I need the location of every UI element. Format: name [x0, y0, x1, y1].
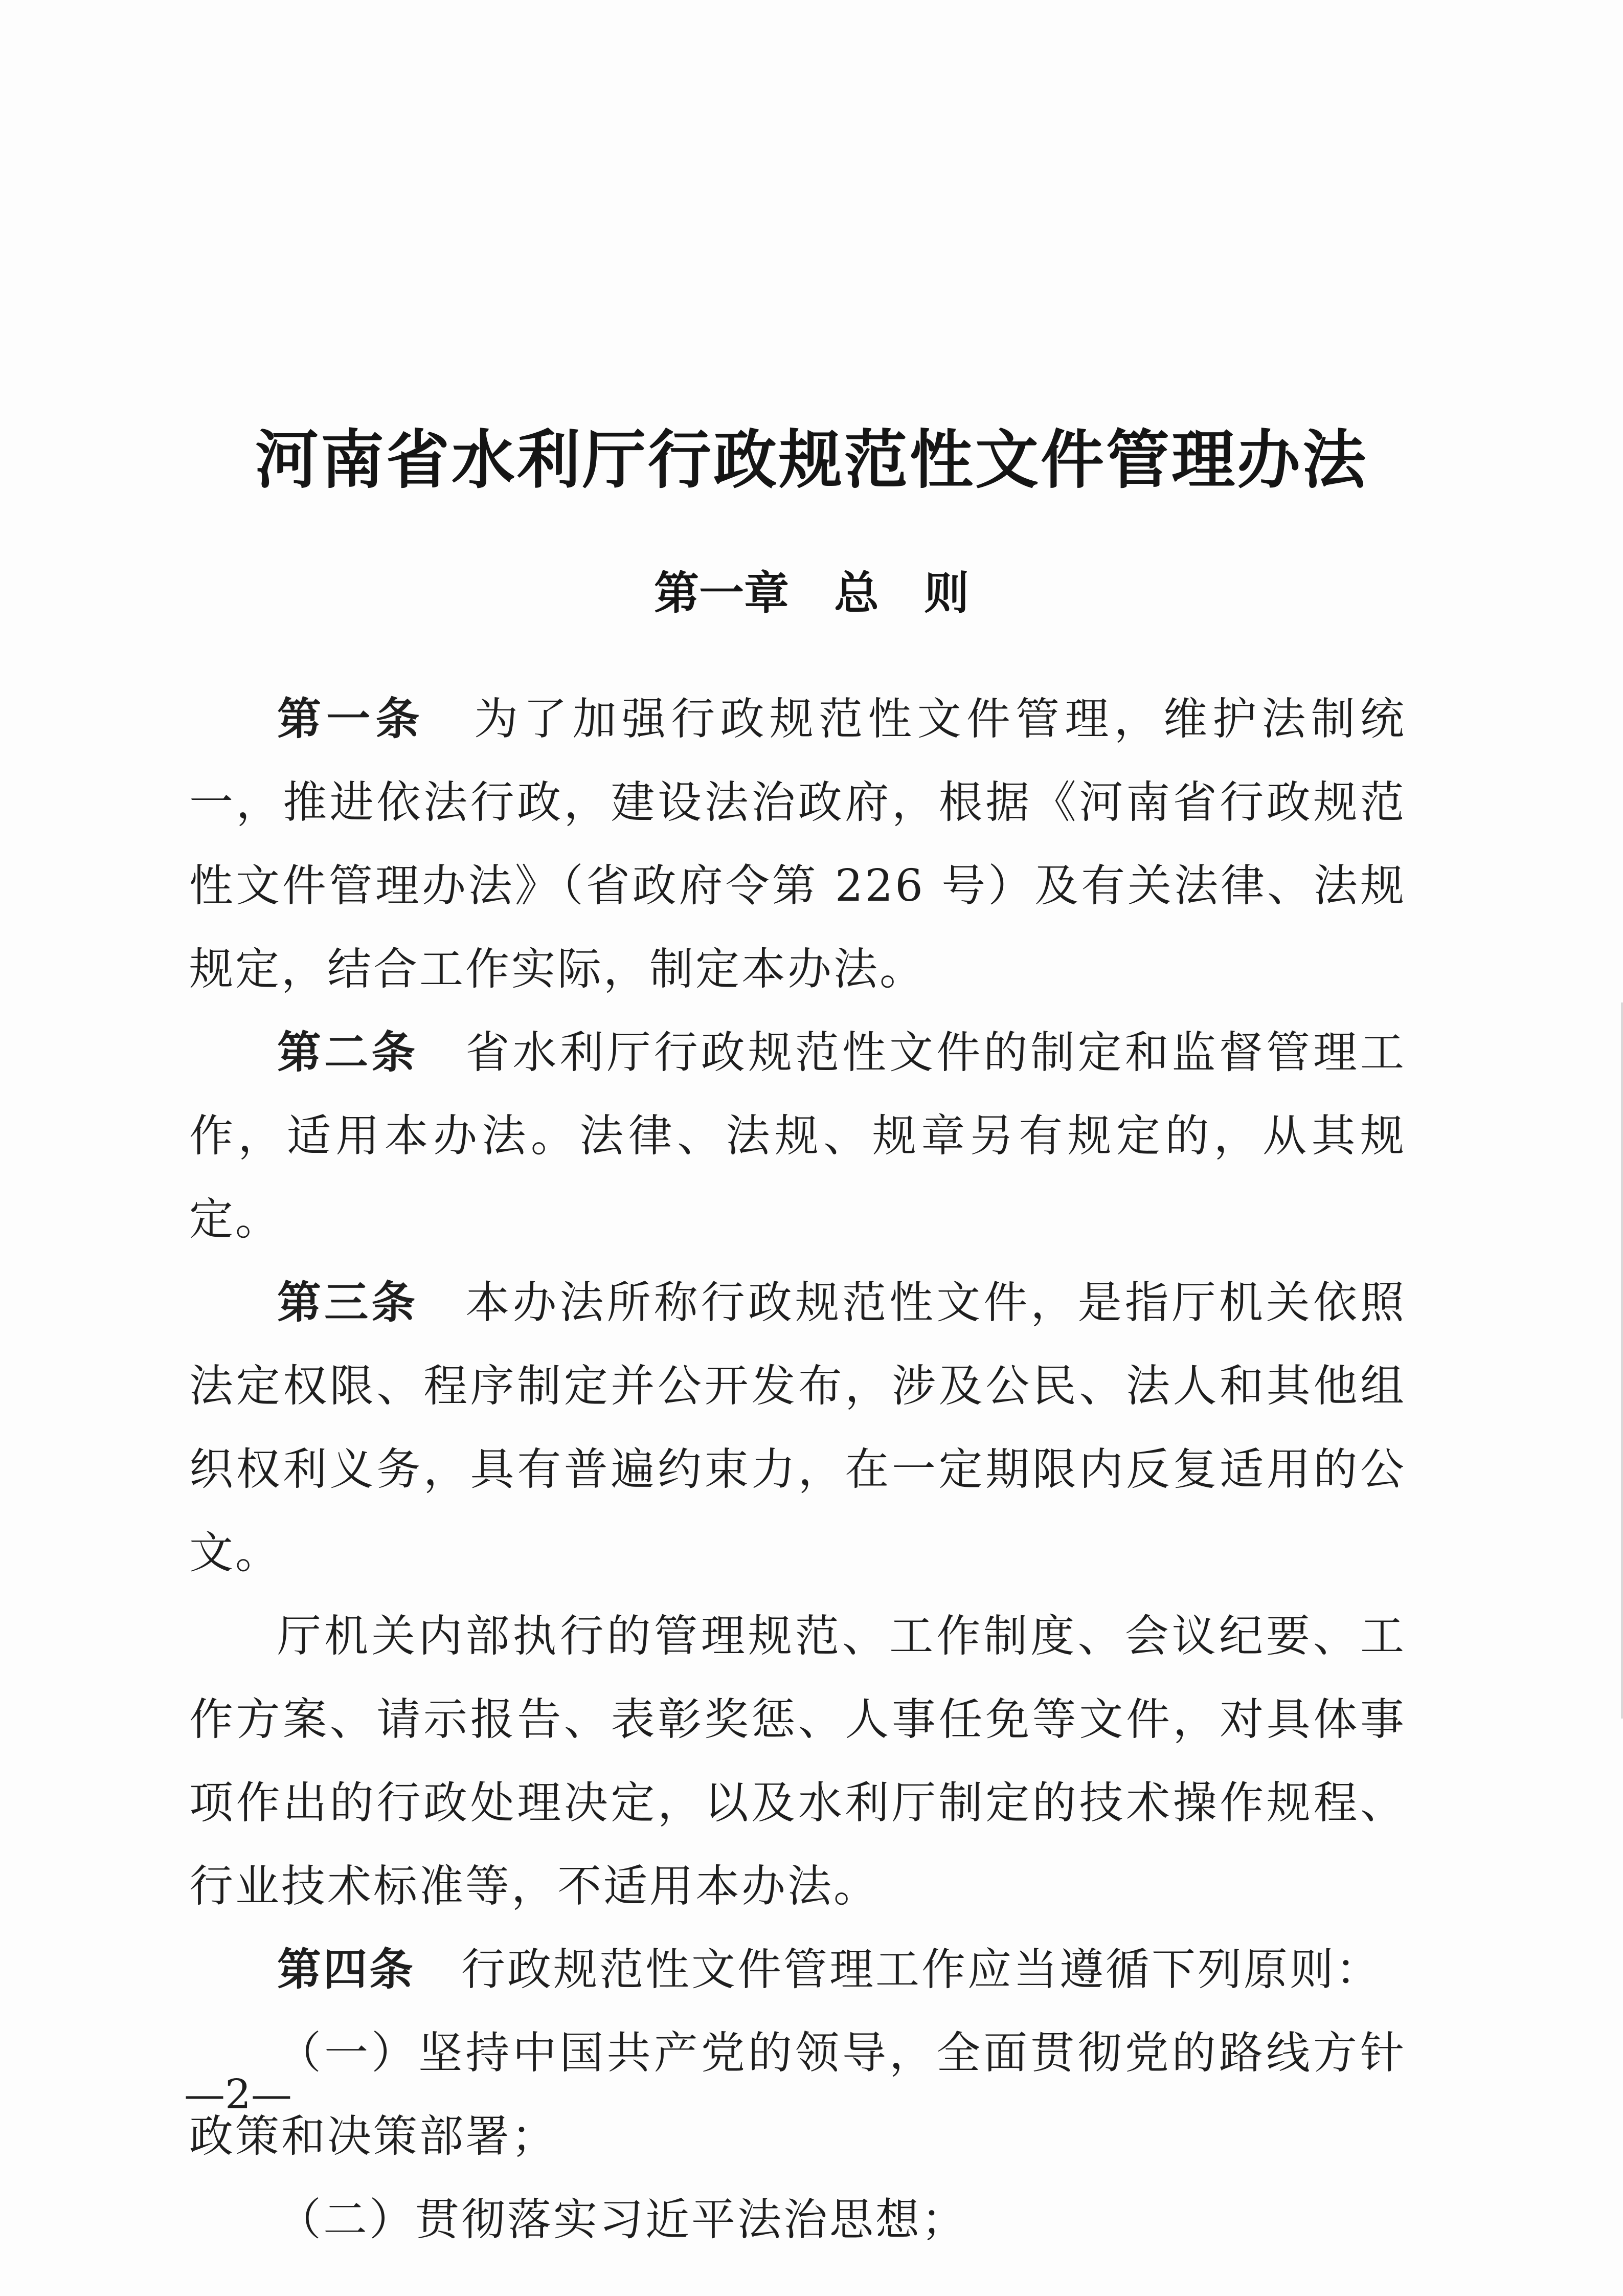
article-paragraph	[189, 1261, 1406, 1595]
article-text: 本办法所称行政规范性文件，是指厅机关依照法定权限、程序制定并公开发布，涉及公民、法人和其他组织权利义务，具有普遍约束力，在一定期限内反复适用的公文。	[189, 1277, 1407, 1578]
article-label: 第二条	[277, 1027, 419, 1078]
article-paragraph	[189, 1928, 1406, 2012]
article-paragraph	[189, 1011, 1406, 1261]
principle-item	[189, 2178, 1406, 2262]
scan-edge-line	[1621, 1002, 1623, 1719]
article-text: （一）坚持中国共产党的领导，全面贯彻党的路线方针政策和决策部署；	[189, 2027, 1406, 2162]
page-number: —2—	[184, 2070, 292, 2118]
article-paragraph	[189, 678, 1406, 1011]
document-body	[189, 678, 1406, 2262]
article-text: （二）贯彻落实习近平法治思想；	[277, 2194, 967, 2245]
article-text: 省水利厅行政规范性文件的制定和监督管理工作，适用本办法。法律、法规、规章另有规定的，从其规定。	[189, 1027, 1407, 1245]
article-label: 第四条	[277, 1944, 415, 1995]
article-text: 行政规范性文件管理工作应当遵循下列原则：	[461, 1944, 1382, 1995]
document-title: 河南省水利厅行政规范性文件管理办法	[255, 423, 1368, 497]
article-label: 第三条	[277, 1277, 419, 1328]
article-text: 厅机关内部执行的管理规范、工作制度、会议纪要、工作方案、请示报告、表彰奖惩、人事任免等文件，对具体事项作出的行政处理决定，以及水利厅制定的技术操作规程、行业技术标准等，不适用本办法。	[189, 1611, 1406, 1912]
article-text: 为了加强行政规范性文件管理，维护法制统一，推进依法行政，建设法治政府，根据《河南省行政规范性文件管理办法》（省政府令第 226 号）及有关法律、法规规定，结合工作实际，制定本办法。	[189, 694, 1407, 995]
article-paragraph	[189, 1595, 1406, 1928]
article-label: 第一条	[277, 694, 425, 745]
principle-item	[189, 2012, 1406, 2178]
chapter-heading: 第一章 总 则	[653, 567, 969, 619]
